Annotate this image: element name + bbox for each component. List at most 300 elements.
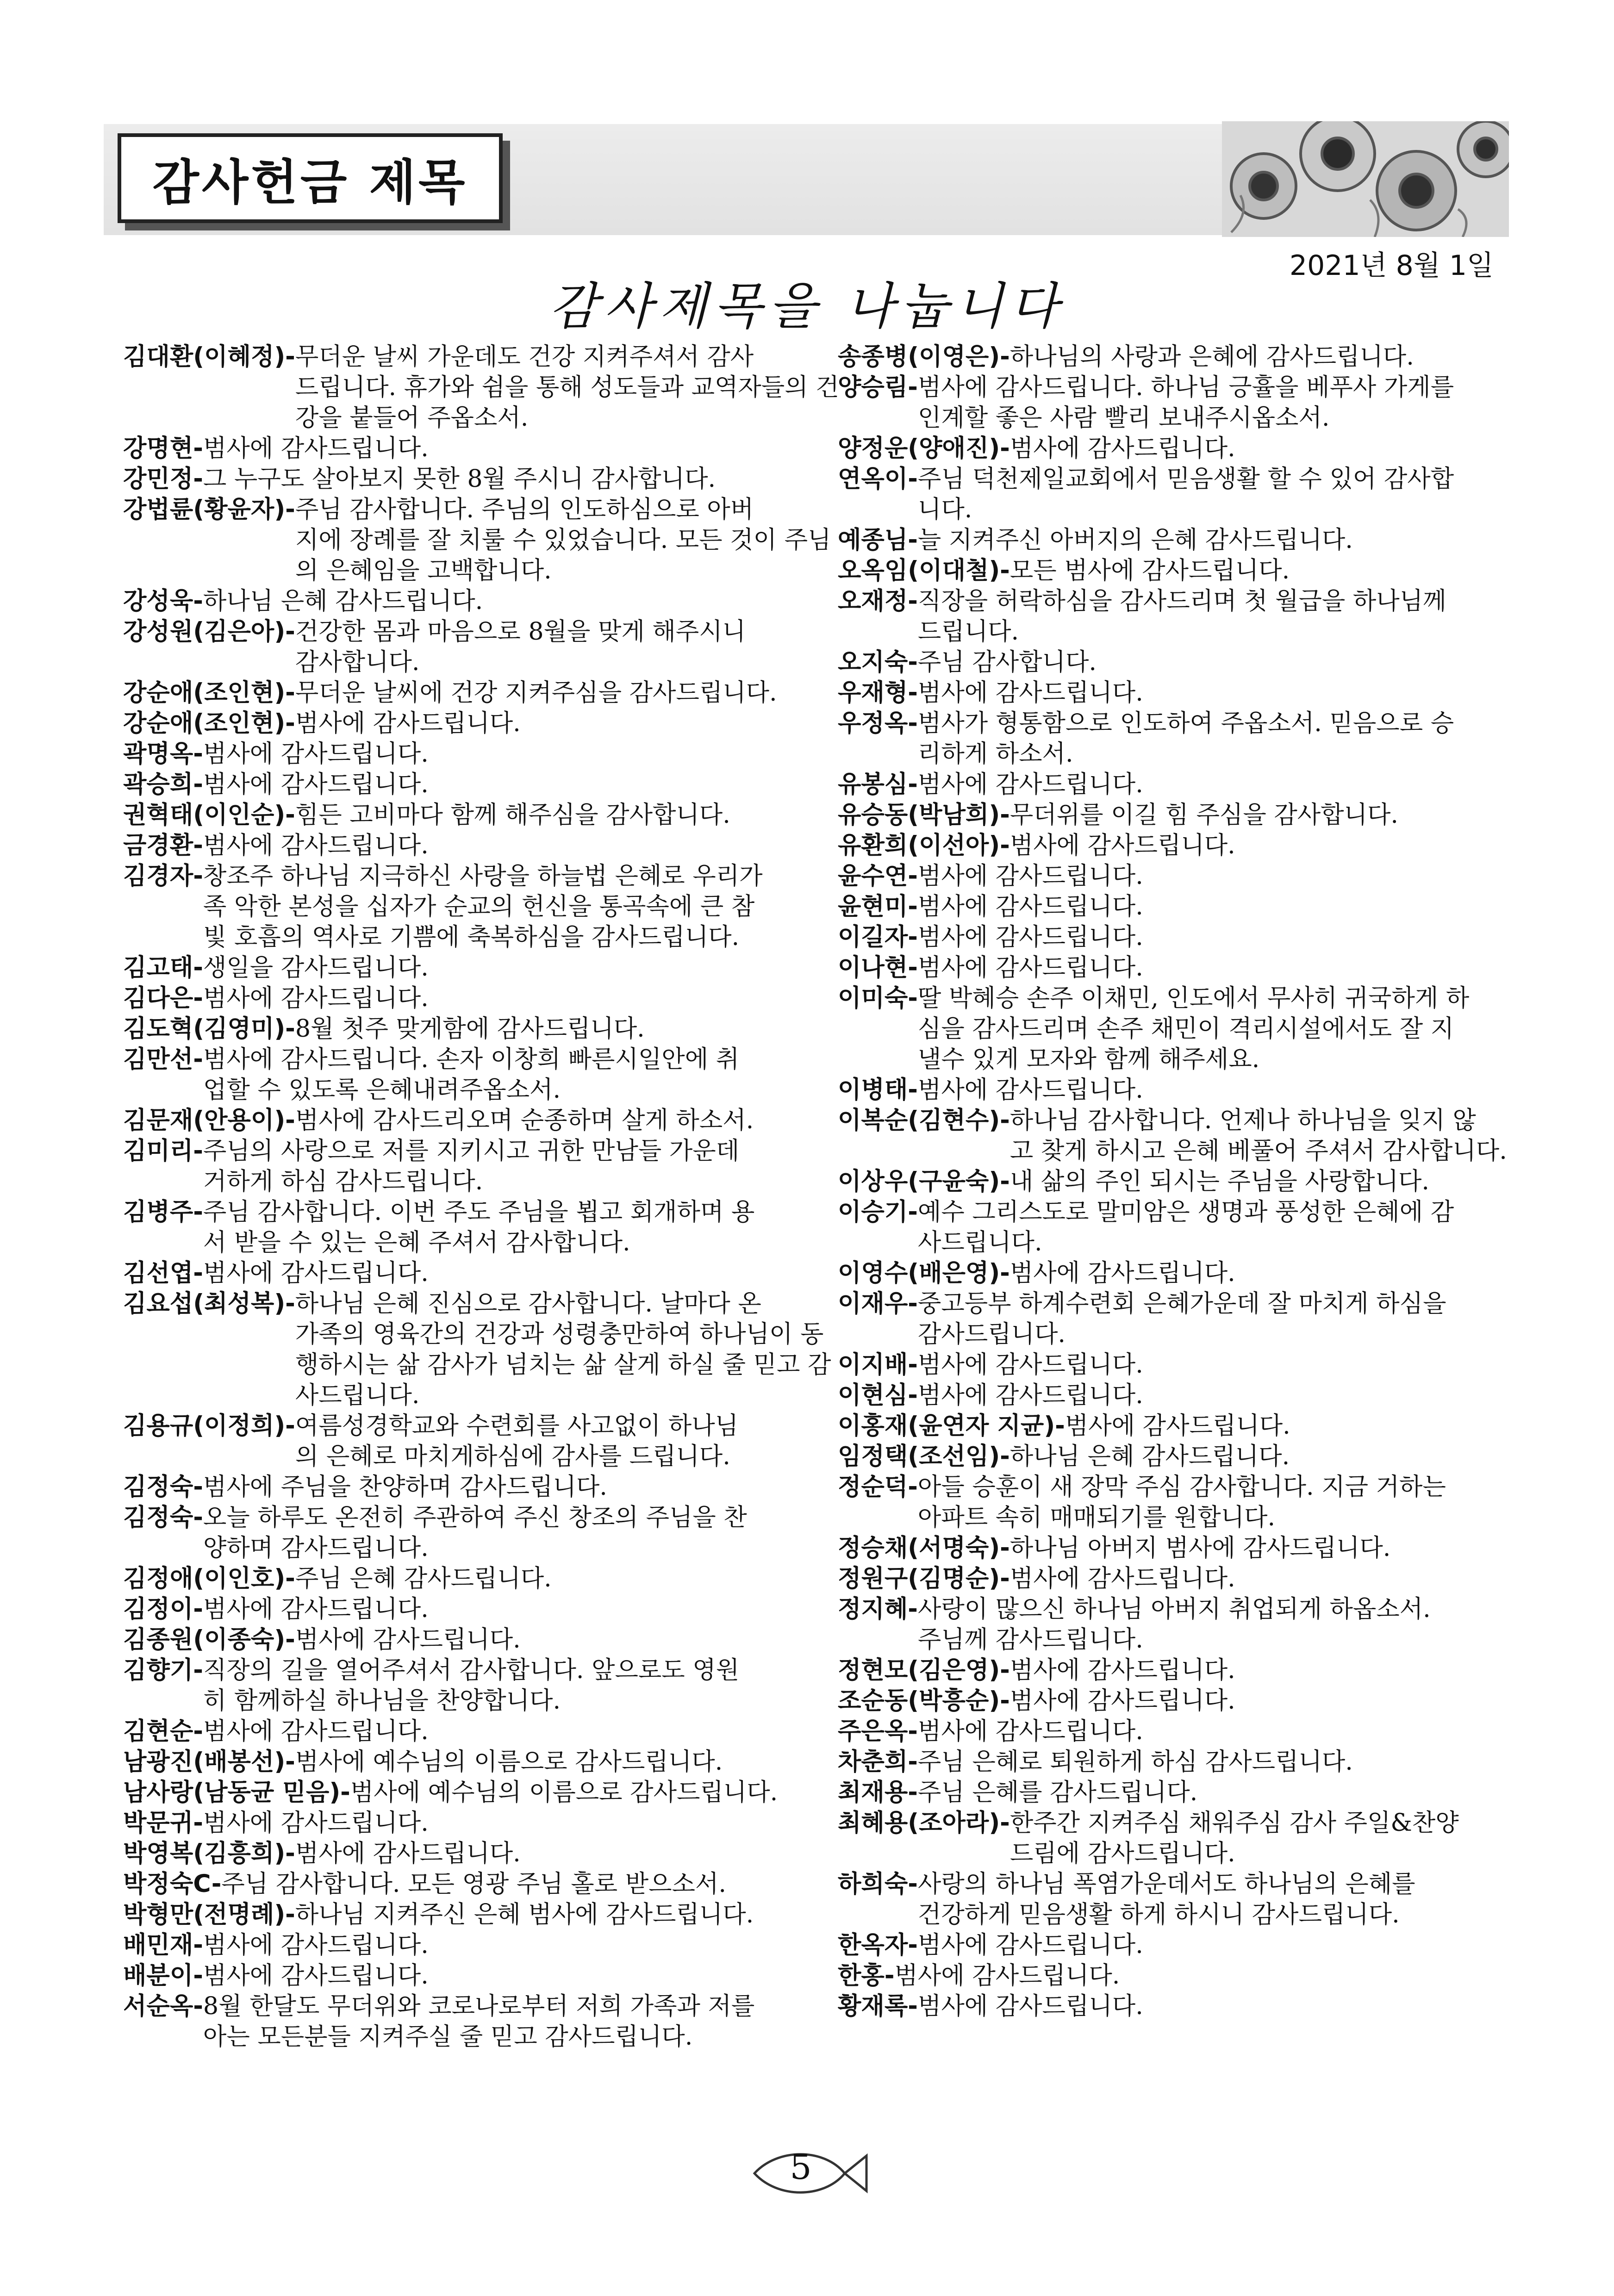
- donor-name: 우재형-: [838, 679, 918, 707]
- message-line: 여름성경학교와 수련회를 사고없이 하나님: [295, 1412, 739, 1440]
- message-line: 범사에 감사드립니다.: [295, 709, 521, 737]
- message-line: 주님 감사합니다. 주님의 인도하심으로 아버: [295, 496, 754, 523]
- thanks-message: [203, 1136, 799, 1197]
- list-item: [838, 1686, 1518, 1716]
- message-line: 범사에 감사드립니다.: [1010, 1565, 1235, 1593]
- thanks-message: [203, 861, 799, 952]
- message-line: 범사에 감사드립니다.: [917, 1931, 1143, 1959]
- donor-name: 강순애(조인현)-: [123, 679, 295, 707]
- list-item: [123, 1136, 799, 1197]
- message-line: 범사가 형통함으로 인도하여 주옵소서. 믿음으로 승: [917, 709, 1454, 737]
- thanks-message: [1010, 1563, 1518, 1594]
- list-item: [838, 1472, 1518, 1533]
- message-line: 범사에 감사드립니다.: [917, 679, 1143, 707]
- thanks-message: [918, 464, 1518, 525]
- list-item: [123, 861, 799, 952]
- thanks-message: [1010, 1655, 1518, 1686]
- message-line: 범사에 감사드립니다.: [203, 1809, 429, 1837]
- donor-name: 윤현미-: [838, 893, 918, 921]
- thanks-message: [1010, 1166, 1518, 1197]
- list-item: [838, 1960, 1518, 1991]
- message-line: 늘 지켜주신 아버지의 은혜 감사드립니다.: [917, 526, 1353, 554]
- list-item: [838, 678, 1518, 708]
- thanks-message: [295, 1288, 831, 1411]
- list-item: [838, 1869, 1518, 1930]
- thanks-message: [1010, 1533, 1518, 1563]
- donor-name: 오재정-: [838, 587, 918, 615]
- message-line: 힘든 고비마다 함께 해주심을 감사합니다.: [295, 801, 730, 829]
- donor-name: 김다은-: [123, 984, 203, 1012]
- list-item: [838, 769, 1518, 800]
- message-line: 하나님 은혜 진심으로 감사합니다. 날마다 온: [295, 1290, 761, 1318]
- message-line: 주님의 사랑으로 저를 지키시고 귀한 만남들 가운데: [203, 1137, 740, 1165]
- message-line: 내 삶의 주인 되시는 주님을 사랑합니다.: [1010, 1168, 1429, 1195]
- message-line: 그 누구도 살아보지 못한 8월 주시니 감사합니다.: [203, 465, 716, 493]
- message-line: 8월 첫주 맞게함에 감사드립니다.: [295, 1015, 645, 1043]
- section-title-box: [118, 133, 503, 223]
- list-item: [838, 342, 1518, 372]
- message-line: 범사에 감사드립니다.: [1010, 1656, 1235, 1684]
- thanks-message: [350, 1777, 799, 1808]
- thanks-message: [203, 1472, 799, 1502]
- message-line: 빛 호흡의 역사로 기쁨에 축복하심을 감사드립니다.: [203, 923, 740, 951]
- thanks-message: [1010, 1258, 1518, 1288]
- donor-name: 김도혁(김영미)-: [123, 1015, 295, 1043]
- donor-name: 박정숙C-: [123, 1870, 222, 1898]
- thanks-message: [918, 647, 1518, 678]
- message-line: 주님 감사합니다. 모든 영광 주님 홀로 받으소서.: [221, 1870, 726, 1898]
- message-line: 생일을 감사드립니다.: [203, 954, 429, 982]
- message-line: 딸 박혜승 손주 이채민, 인도에서 무사히 귀국하게 하: [917, 984, 1470, 1012]
- list-item: [123, 1655, 799, 1716]
- thanks-message: [295, 1899, 799, 1930]
- donor-name: 이홍재(윤연자 지균)-: [838, 1412, 1065, 1440]
- list-item: [123, 616, 799, 678]
- donor-name: 이길자-: [838, 923, 918, 951]
- list-item: [123, 1869, 799, 1899]
- message-line: 하나님의 사랑과 은혜에 감사드립니다.: [1010, 343, 1414, 371]
- thanks-message: [895, 1960, 1519, 1991]
- donor-name: 우정옥-: [838, 709, 918, 737]
- donor-name: 최재용-: [838, 1779, 918, 1806]
- thanks-message: [918, 708, 1518, 769]
- list-item: [123, 433, 799, 464]
- message-line: 범사에 감사드립니다.: [203, 740, 429, 768]
- list-item: [838, 1991, 1518, 2022]
- message-line: 강을 붙들어 주옵소서.: [295, 404, 529, 432]
- thanks-message: [918, 1350, 1518, 1380]
- list-item: [838, 983, 1518, 1075]
- donor-name: 임정택(조선임)-: [838, 1443, 1010, 1470]
- thanks-message: [918, 983, 1518, 1075]
- thanks-message: [203, 952, 799, 983]
- message-line: 범사에 감사드립니다.: [203, 984, 429, 1012]
- donor-name: 곽명옥-: [123, 740, 203, 768]
- thanks-message: [295, 1014, 799, 1044]
- message-line: 범사에 감사드립니다.: [203, 1259, 429, 1287]
- thanks-message: [918, 769, 1518, 800]
- message-line: 범사에 감사드립니다.: [203, 1595, 429, 1623]
- list-item: [123, 952, 799, 983]
- message-line: 범사에 감사드립니다.: [1010, 1687, 1235, 1715]
- donor-name: 이나현-: [838, 954, 918, 982]
- list-item: [123, 1808, 799, 1838]
- thanks-message: [918, 952, 1518, 983]
- thanks-message: [295, 800, 799, 830]
- message-line: 범사에 감사드립니다.: [917, 1381, 1143, 1409]
- thanks-message: [918, 1747, 1518, 1777]
- message-line: 양하며 감사드립니다.: [203, 1534, 429, 1562]
- message-line: 무더위를 이길 힘 주심을 감사합니다.: [1010, 801, 1398, 829]
- list-item: [838, 891, 1518, 922]
- list-item: [123, 800, 799, 830]
- message-line: 건강한 몸과 마음으로 8월을 맞게 해주시니: [295, 618, 746, 646]
- thanks-message: [203, 1197, 799, 1258]
- message-line: 주님 감사합니다.: [917, 648, 1097, 676]
- donor-name: 서순옥-: [123, 1992, 203, 2020]
- donor-name: 정승채(서명숙)-: [838, 1534, 1010, 1562]
- message-line: 리하게 하소서.: [917, 740, 1073, 768]
- list-item: [838, 1930, 1518, 1960]
- donor-name: 김만선-: [123, 1045, 203, 1073]
- donor-name: 하희숙-: [838, 1870, 918, 1898]
- list-item: [123, 1594, 799, 1624]
- message-line: 범사에 감사드립니다.: [917, 862, 1143, 890]
- donor-name: 이영수(배은영)-: [838, 1259, 1010, 1287]
- thanks-message: [203, 1502, 799, 1563]
- message-line: 고 찾게 하시고 은혜 베풀어 주셔서 감사합니다.: [1010, 1137, 1507, 1165]
- thanks-message: [918, 1930, 1518, 1960]
- message-line: 범사에 감사드립니다.: [917, 1717, 1143, 1745]
- list-item: [123, 769, 799, 800]
- donor-name: 남광진(배봉선)-: [123, 1748, 295, 1776]
- thanks-message: [203, 464, 799, 494]
- message-line: 사드립니다.: [917, 1229, 1042, 1257]
- thanks-message: [918, 372, 1518, 433]
- list-item: [838, 1747, 1518, 1777]
- list-item: [838, 922, 1518, 952]
- message-line: 직장을 허락하심을 감사드리며 첫 월급을 하나님께: [917, 587, 1446, 615]
- message-line: 무더운 날씨 가운데도 건강 지켜주셔서 감사: [295, 343, 754, 371]
- donor-name: 송종병(이영은)-: [838, 343, 1010, 371]
- message-line: 족 악한 본성을 십자가 순교의 헌신을 통곡속에 큰 참: [203, 893, 755, 921]
- message-line: 범사에 감사드립니다.: [1010, 832, 1235, 859]
- thanks-message: [295, 1563, 799, 1594]
- thanks-message: [918, 861, 1518, 891]
- message-line: 범사에 감사드립니다.: [295, 1840, 521, 1867]
- donor-name: 김용규(이정희)-: [123, 1412, 295, 1440]
- message-line: 하나님 아버지 범사에 감사드립니다.: [1010, 1534, 1391, 1562]
- thanks-message: [203, 1991, 799, 2052]
- list-item: [123, 342, 839, 433]
- thanks-message: [1010, 1808, 1518, 1869]
- thanks-message: [295, 494, 831, 586]
- donor-name: 김대환(이혜정)-: [123, 343, 295, 371]
- list-item: [838, 525, 1518, 555]
- donor-name: 차춘희-: [838, 1748, 918, 1776]
- donor-name: 강명현-: [123, 435, 203, 462]
- message-line: 범사에 감사드립니다.: [894, 1962, 1120, 1990]
- message-line: 주님께 감사드립니다.: [917, 1626, 1143, 1654]
- list-item: [838, 464, 1518, 525]
- thanks-message: [203, 1655, 799, 1716]
- list-item: [838, 861, 1518, 891]
- list-item: [123, 1624, 799, 1655]
- thanks-message: [295, 342, 839, 433]
- message-line: 예수 그리스도로 말미암은 생명과 풍성한 은혜에 감: [917, 1198, 1454, 1226]
- donor-name: 이미숙-: [838, 984, 918, 1012]
- thanks-message: [203, 1808, 799, 1838]
- message-line: 인계할 좋은 사람 빨리 보내주시옵소서.: [917, 404, 1330, 432]
- message-line: 직장의 길을 열어주셔서 감사합니다. 앞으로도 영원: [203, 1656, 740, 1684]
- message-line: 하나님 감사합니다. 언제나 하나님을 잊지 않: [1010, 1107, 1476, 1134]
- message-line: 심을 감사드리며 손주 채민이 격리시설에서도 잘 지: [917, 1015, 1454, 1043]
- thanks-message: [295, 616, 799, 678]
- list-item: [123, 830, 799, 861]
- message-line: 오늘 하루도 온전히 주관하여 주신 창조의 주님을 찬: [203, 1504, 747, 1531]
- thanks-message: [918, 891, 1518, 922]
- message-line: 건강하게 믿음생활 하게 하시니 감사드립니다.: [917, 1901, 1400, 1929]
- thanks-message: [295, 1105, 799, 1136]
- thanks-message: [1010, 342, 1518, 372]
- list-item: [838, 1411, 1518, 1441]
- thanks-message: [918, 1197, 1518, 1258]
- list-item: [838, 1258, 1518, 1288]
- message-line: 범사에 감사드립니다.: [917, 923, 1143, 951]
- list-item: [123, 1899, 799, 1930]
- thanks-message: [295, 678, 799, 708]
- donor-name: 김경자-: [123, 862, 203, 890]
- thanks-message: [203, 830, 799, 861]
- message-line: 모든 범사에 감사드립니다.: [1010, 557, 1290, 585]
- donor-name: 권혁태(이인순)-: [123, 801, 295, 829]
- thanks-message: [1010, 1441, 1518, 1472]
- thanks-message: [1010, 1686, 1518, 1716]
- donor-name: 금경환-: [123, 832, 203, 859]
- list-item: [838, 952, 1518, 983]
- section-title: 감사헌금 제목: [152, 154, 468, 211]
- list-item: [123, 983, 799, 1014]
- donor-name: 유승동(박남희)-: [838, 801, 1010, 829]
- list-item: [123, 678, 799, 708]
- donor-name: 배민재-: [123, 1931, 203, 1959]
- list-item: [838, 433, 1518, 464]
- message-line: 아들 승훈이 새 장막 주심 감사합니다. 지금 거하는: [917, 1473, 1446, 1501]
- thanks-message: [295, 1624, 799, 1655]
- message-line: 감사합니다.: [295, 648, 420, 676]
- list-item: [838, 708, 1518, 769]
- list-item: [838, 1777, 1518, 1808]
- donor-name: 연옥이-: [838, 465, 918, 493]
- list-item: [838, 1105, 1518, 1166]
- message-line: 드립니다.: [917, 618, 1019, 646]
- donor-name: 유환희(이선아)-: [838, 832, 1010, 859]
- list-item: [838, 1166, 1518, 1197]
- message-line: 주님 은혜를 감사드립니다.: [917, 1779, 1198, 1806]
- thanks-message: [918, 1869, 1518, 1930]
- thanks-message: [918, 678, 1518, 708]
- donor-name: 강성욱-: [123, 587, 203, 615]
- donor-name: 박영복(김흥희)-: [123, 1840, 295, 1867]
- donor-name: 예종님-: [838, 526, 918, 554]
- donor-name: 김선엽-: [123, 1259, 203, 1287]
- list-item: [123, 1747, 799, 1777]
- donor-name: 김문재(안용이)-: [123, 1107, 295, 1134]
- list-item: [123, 1502, 799, 1563]
- donor-name: 김현순-: [123, 1717, 203, 1745]
- message-line: 범사에 감사드립니다.: [203, 1717, 429, 1745]
- message-line: 범사에 감사드립니다.: [1010, 1259, 1235, 1287]
- message-line: 거하게 하심 감사드립니다.: [203, 1168, 483, 1195]
- list-item: [838, 1808, 1518, 1869]
- message-line: 무더운 날씨에 건강 지켜주심을 감사드립니다.: [295, 679, 777, 707]
- sunflower-image: [1222, 121, 1509, 237]
- donor-name: 이복순(김현수)-: [838, 1107, 1010, 1134]
- message-line: 범사에 감사드립니다.: [203, 1931, 429, 1959]
- list-item: [123, 1777, 799, 1808]
- list-item: [123, 464, 799, 494]
- donor-name: 정현모(김은영)-: [838, 1656, 1010, 1684]
- thanks-message: [203, 1044, 799, 1105]
- message-line: 하나님 은혜 감사드립니다.: [203, 587, 483, 615]
- donor-name: 양승림-: [838, 373, 918, 401]
- thanks-message: [1010, 800, 1518, 830]
- message-line: 범사에 감사드립니다.: [917, 771, 1143, 798]
- donor-name: 곽승희-: [123, 771, 203, 798]
- donor-name: 최혜용(조아라)-: [838, 1809, 1010, 1837]
- thanks-message: [203, 1716, 799, 1747]
- list-item: [838, 1197, 1518, 1258]
- message-line: 드립니다. 휴가와 쉼을 통해 성도들과 교역자들의 건: [295, 373, 839, 401]
- message-line: 범사에 감사드립니다.: [917, 1076, 1143, 1104]
- message-line: 사드립니다.: [295, 1381, 420, 1409]
- message-line: 범사에 주님을 찬양하며 감사드립니다.: [203, 1473, 607, 1501]
- message-line: 창조주 하나님 지극하신 사랑을 하늘법 은혜로 우리가: [203, 862, 763, 890]
- donor-name: 황재록-: [838, 1992, 918, 2020]
- list-item: [838, 1533, 1518, 1563]
- donor-name: 이재우-: [838, 1290, 918, 1318]
- message-line: 범사에 감사드립니다.: [917, 1992, 1143, 2020]
- donor-name: 김정이-: [123, 1595, 203, 1623]
- message-line: 주님 감사합니다. 이번 주도 주님을 뵙고 회개하며 용: [203, 1198, 755, 1226]
- list-item: [123, 586, 799, 616]
- donor-name: 한옥자-: [838, 1931, 918, 1959]
- thanks-message: [918, 1594, 1518, 1655]
- message-line: 사랑의 하나님 폭염가운데서도 하나님의 은혜를: [917, 1870, 1415, 1898]
- right-column: [838, 342, 1518, 2022]
- thanks-message: [1010, 830, 1518, 861]
- list-item: [838, 1380, 1518, 1411]
- message-line: 한주간 지켜주심 채워주심 감사 주일&찬양: [1010, 1809, 1459, 1837]
- message-line: 니다.: [917, 496, 972, 523]
- donor-name: 이상우(구윤숙)-: [838, 1168, 1010, 1195]
- donor-name: 윤수연-: [838, 862, 918, 890]
- list-item: [123, 494, 831, 586]
- list-item: [123, 1258, 799, 1288]
- thanks-message: [203, 433, 799, 464]
- message-line: 가족의 영육간의 건강과 성령충만하여 하나님이 동: [295, 1320, 824, 1348]
- thanks-message: [918, 1991, 1518, 2022]
- message-line: 범사에 감사드립니다.: [1065, 1412, 1290, 1440]
- message-line: 범사에 감사드립니다.: [917, 1351, 1143, 1379]
- message-line: 범사에 예수님의 이름으로 감사드립니다.: [295, 1748, 723, 1776]
- thanks-message: [918, 1777, 1518, 1808]
- donor-name: 김정숙-: [123, 1473, 203, 1501]
- donor-name: 김요섭(최성복)-: [123, 1290, 295, 1318]
- list-item: [123, 739, 799, 769]
- list-item: [123, 708, 799, 739]
- thanks-message: [203, 1960, 799, 1991]
- list-item: [123, 1716, 799, 1747]
- donor-name: 강순애(조인현)-: [123, 709, 295, 737]
- thanks-message: [203, 983, 799, 1014]
- list-item: [838, 800, 1518, 830]
- list-item: [838, 1350, 1518, 1380]
- donor-name: 김정애(이인호)-: [123, 1565, 295, 1593]
- donor-name: 강법륜(황윤자)-: [123, 496, 295, 523]
- list-item: [838, 1288, 1518, 1350]
- thanks-message: [203, 1594, 799, 1624]
- donor-name: 배분이-: [123, 1962, 203, 1990]
- message-line: 아파트 속히 매매되기를 원합니다.: [917, 1504, 1276, 1531]
- donor-name: 김종원(이종숙)-: [123, 1626, 295, 1654]
- list-item: [838, 1075, 1518, 1105]
- list-item: [838, 1716, 1518, 1747]
- thanks-message: [295, 1838, 799, 1869]
- message-line: 히 함께하실 하나님을 찬양합니다.: [203, 1687, 561, 1715]
- list-item: [123, 1838, 799, 1869]
- message-line: 의 은혜임을 고백합니다.: [295, 557, 552, 585]
- message-line: 사랑이 많으신 하나님 아버지 취업되게 하옵소서.: [917, 1595, 1431, 1623]
- list-item: [123, 1044, 799, 1105]
- thanks-message: [918, 1716, 1518, 1747]
- donor-name: 정순덕-: [838, 1473, 918, 1501]
- donor-name: 한홍-: [838, 1962, 895, 1990]
- list-item: [838, 555, 1518, 586]
- message-line: 하나님 지켜주신 은혜 범사에 감사드립니다.: [295, 1901, 754, 1929]
- donor-name: 남사랑(남동균 믿음)-: [123, 1779, 350, 1806]
- message-line: 주님 덕천제일교회에서 믿음생활 할 수 있어 감사합: [917, 465, 1454, 493]
- donor-name: 이지배-: [838, 1351, 918, 1379]
- donor-name: 김병주-: [123, 1198, 203, 1226]
- list-item: [838, 586, 1518, 647]
- donor-name: 김정숙-: [123, 1504, 203, 1531]
- message-line: 행하시는 삶 감사가 넘치는 삶 살게 하실 줄 믿고 감: [295, 1351, 831, 1379]
- message-line: 8월 한달도 무더위와 코로나로부터 저희 가족과 저를: [203, 1992, 755, 2020]
- donor-name: 오옥임(이대철)-: [838, 557, 1010, 585]
- thanks-message: [1010, 555, 1518, 586]
- thanks-message: [918, 525, 1518, 555]
- list-item: [123, 1960, 799, 1991]
- list-item: [838, 1563, 1518, 1594]
- donor-name: 양정운(양애진)-: [838, 435, 1010, 462]
- message-line: 범사에 감사드립니다.: [1010, 435, 1235, 462]
- message-line: 의 은혜로 마치게하심에 감사를 드립니다.: [295, 1443, 730, 1470]
- thanks-message: [918, 586, 1518, 647]
- thanks-message: [1010, 433, 1518, 464]
- thanks-message: [1010, 1105, 1518, 1166]
- message-line: 중고등부 하계수련회 은혜가운데 잘 마치게 하심을: [917, 1290, 1446, 1318]
- list-item: [123, 1991, 799, 2052]
- list-item: [123, 1288, 831, 1411]
- list-item: [838, 1441, 1518, 1472]
- message-line: 지에 장례를 잘 치룰 수 있었습니다. 모든 것이 주님: [295, 526, 831, 554]
- message-line: 드림에 감사드립니다.: [1010, 1840, 1235, 1867]
- thanks-message: [918, 1075, 1518, 1105]
- thanks-message: [203, 586, 799, 616]
- list-item: [838, 1594, 1518, 1655]
- message-line: 업할 수 있도록 은혜내려주옵소서.: [203, 1076, 561, 1104]
